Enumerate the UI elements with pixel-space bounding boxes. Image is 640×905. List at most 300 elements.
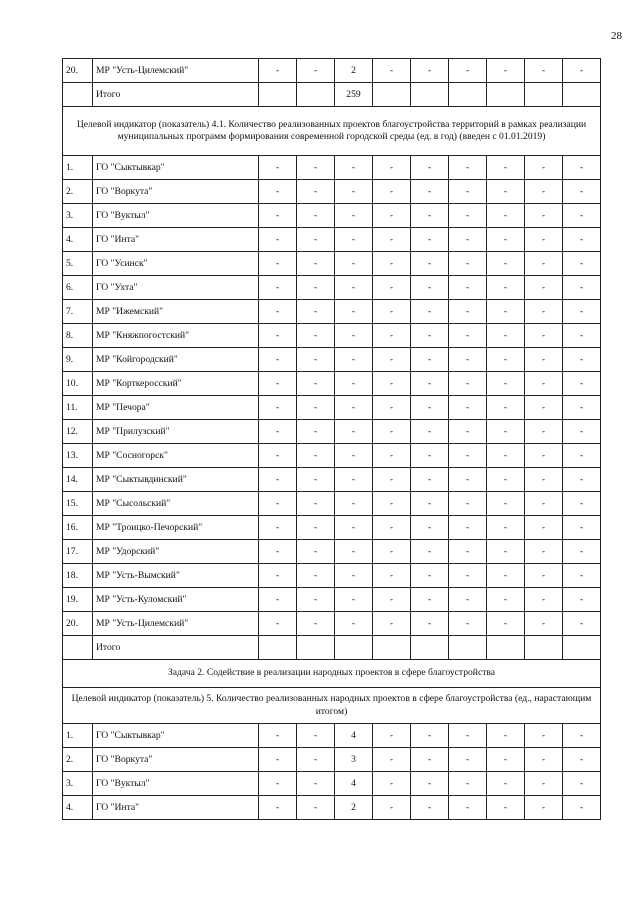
value-cell: - (373, 348, 411, 372)
table-row (63, 420, 601, 444)
value-cell: - (563, 59, 601, 83)
value-cell: - (259, 420, 297, 444)
value-cell: - (411, 276, 449, 300)
value-cell: - (525, 59, 563, 83)
row-number: 5. (63, 252, 93, 276)
value-cell: - (259, 276, 297, 300)
value-cell: - (335, 444, 373, 468)
row-number: 18. (63, 564, 93, 588)
value-cell: - (525, 324, 563, 348)
value-cell: - (259, 612, 297, 636)
value-cell: - (297, 612, 335, 636)
value-cell: - (487, 204, 525, 228)
value-cell: - (563, 564, 601, 588)
value-cell (487, 83, 525, 107)
value-cell: - (335, 612, 373, 636)
value-cell: - (487, 276, 525, 300)
row-number: 7. (63, 300, 93, 324)
table-row (63, 156, 601, 180)
value-cell: - (335, 564, 373, 588)
value-cell: 2 (335, 59, 373, 83)
value-cell: - (335, 540, 373, 564)
municipality-name: МР "Княжпогостский" (93, 324, 259, 348)
value-cell: - (373, 59, 411, 83)
value-cell: - (373, 516, 411, 540)
value-cell: 3 (335, 748, 373, 772)
value-cell: - (487, 252, 525, 276)
value-cell: - (449, 748, 487, 772)
value-cell: - (335, 516, 373, 540)
value-cell: - (373, 540, 411, 564)
value-cell: - (335, 204, 373, 228)
value-cell: - (411, 564, 449, 588)
value-cell: - (373, 324, 411, 348)
value-cell: - (411, 748, 449, 772)
value-cell: - (373, 468, 411, 492)
municipality-name: ГО "Инта" (93, 228, 259, 252)
table-body (63, 59, 601, 820)
value-cell: - (487, 324, 525, 348)
value-cell: - (563, 324, 601, 348)
value-cell: - (449, 300, 487, 324)
table-row (63, 748, 601, 772)
value-cell: - (335, 588, 373, 612)
value-cell: - (487, 588, 525, 612)
value-cell: - (411, 348, 449, 372)
row-number: 3. (63, 772, 93, 796)
value-cell: - (297, 564, 335, 588)
value-cell: - (335, 492, 373, 516)
value-cell: - (449, 492, 487, 516)
value-cell: - (563, 612, 601, 636)
municipality-name: МР "Усть-Цилемский" (93, 59, 259, 83)
municipality-name: МР "Усть-Куломский" (93, 588, 259, 612)
value-cell: 2 (335, 796, 373, 820)
value-cell: - (487, 420, 525, 444)
value-cell: - (525, 588, 563, 612)
municipality-name: ГО "Усинск" (93, 252, 259, 276)
value-cell: - (449, 724, 487, 748)
value-cell: - (449, 516, 487, 540)
value-cell: - (297, 796, 335, 820)
value-cell: - (487, 468, 525, 492)
municipality-name: МР "Усть-Цилемский" (93, 612, 259, 636)
value-cell: - (373, 396, 411, 420)
value-cell: - (259, 588, 297, 612)
value-cell: - (259, 468, 297, 492)
row-number: 4. (63, 796, 93, 820)
value-cell: - (411, 516, 449, 540)
municipality-name: ГО "Инта" (93, 796, 259, 820)
table-row (63, 348, 601, 372)
value-cell: - (563, 468, 601, 492)
value-cell: - (563, 444, 601, 468)
value-cell: - (563, 540, 601, 564)
value-cell (259, 636, 297, 660)
value-cell: - (411, 468, 449, 492)
municipality-name: МР "Троицко-Печорский" (93, 516, 259, 540)
value-cell: - (411, 396, 449, 420)
value-cell: - (525, 204, 563, 228)
value-cell: - (525, 396, 563, 420)
municipality-name: МР "Печора" (93, 396, 259, 420)
value-cell: - (373, 588, 411, 612)
value-cell (373, 83, 411, 107)
row-number: 6. (63, 276, 93, 300)
value-cell (563, 636, 601, 660)
value-cell: - (411, 252, 449, 276)
value-cell: - (335, 300, 373, 324)
value-cell: - (373, 724, 411, 748)
value-cell: - (563, 396, 601, 420)
table-row (63, 372, 601, 396)
value-cell: - (259, 540, 297, 564)
value-cell: - (563, 348, 601, 372)
value-cell: - (373, 420, 411, 444)
value-cell: - (487, 724, 525, 748)
row-number: 20. (63, 612, 93, 636)
value-cell: - (525, 772, 563, 796)
value-cell: - (259, 772, 297, 796)
table-row (63, 772, 601, 796)
value-cell: - (449, 348, 487, 372)
value-cell: - (449, 444, 487, 468)
row-number: 15. (63, 492, 93, 516)
value-cell: - (297, 348, 335, 372)
value-cell (487, 636, 525, 660)
value-cell: - (487, 748, 525, 772)
row-number: 2. (63, 748, 93, 772)
table-row (63, 588, 601, 612)
municipality-name: МР "Сысольский" (93, 492, 259, 516)
table-row (63, 444, 601, 468)
municipality-name: МР "Прилузский" (93, 420, 259, 444)
value-cell: - (411, 156, 449, 180)
value-cell: - (297, 204, 335, 228)
municipality-name: МР "Усть-Вымский" (93, 564, 259, 588)
value-cell: - (411, 372, 449, 396)
value-cell: - (411, 772, 449, 796)
value-cell: - (411, 724, 449, 748)
row-number: 11. (63, 396, 93, 420)
value-cell: - (411, 492, 449, 516)
value-cell: - (335, 372, 373, 396)
value-cell: - (297, 420, 335, 444)
value-cell: - (373, 276, 411, 300)
value-cell: - (525, 180, 563, 204)
value-cell (297, 636, 335, 660)
value-cell: - (563, 204, 601, 228)
table-row (63, 59, 601, 83)
row-number: 16. (63, 516, 93, 540)
value-cell: - (449, 228, 487, 252)
value-cell: - (525, 468, 563, 492)
value-cell: - (525, 540, 563, 564)
value-cell: - (373, 156, 411, 180)
value-cell: - (449, 612, 487, 636)
value-cell: - (297, 180, 335, 204)
municipality-name: МР "Сосногорск" (93, 444, 259, 468)
value-cell: - (259, 300, 297, 324)
table-row (63, 180, 601, 204)
value-cell: - (259, 516, 297, 540)
value-cell: - (411, 324, 449, 348)
value-cell: - (373, 444, 411, 468)
value-cell: - (449, 180, 487, 204)
value-cell: - (449, 468, 487, 492)
value-cell: - (297, 372, 335, 396)
table-row (63, 724, 601, 748)
value-cell: - (373, 772, 411, 796)
value-cell: - (335, 252, 373, 276)
value-cell: - (335, 348, 373, 372)
value-cell: - (449, 796, 487, 820)
value-cell: - (335, 324, 373, 348)
value-cell: - (335, 228, 373, 252)
value-cell: - (259, 348, 297, 372)
row-number: 17. (63, 540, 93, 564)
value-cell: - (449, 204, 487, 228)
value-cell: - (297, 748, 335, 772)
value-cell: - (335, 180, 373, 204)
value-cell: - (487, 348, 525, 372)
value-cell: 259 (335, 83, 373, 107)
municipality-name: ГО "Вуктыл" (93, 772, 259, 796)
value-cell: - (373, 612, 411, 636)
value-cell: - (259, 228, 297, 252)
table-row (63, 492, 601, 516)
value-cell: - (297, 772, 335, 796)
municipality-name: МР "Ижемский" (93, 300, 259, 324)
value-cell (411, 83, 449, 107)
value-cell: - (449, 156, 487, 180)
value-cell (449, 83, 487, 107)
value-cell: - (563, 516, 601, 540)
value-cell: - (297, 492, 335, 516)
value-cell: 4 (335, 724, 373, 748)
value-cell: - (373, 492, 411, 516)
row-number: 8. (63, 324, 93, 348)
value-cell: - (525, 276, 563, 300)
section-header-text: Целевой индикатор (показатель) 5. Количество реализованных народных проектов в сфере благоустройства (ед., нарастающим итогом) (63, 688, 601, 724)
value-cell (525, 83, 563, 107)
table-row (63, 228, 601, 252)
value-cell: - (563, 748, 601, 772)
row-number (63, 636, 93, 660)
value-cell: - (411, 420, 449, 444)
value-cell: - (487, 59, 525, 83)
table-row (63, 564, 601, 588)
value-cell: - (525, 372, 563, 396)
municipality-name: Итого (93, 83, 259, 107)
value-cell: - (449, 372, 487, 396)
section-header-text: Задача 2. Содействие в реализации народных проектов в сфере благоустройства (63, 660, 601, 688)
table-row (63, 468, 601, 492)
value-cell: - (411, 204, 449, 228)
value-cell: - (449, 540, 487, 564)
value-cell: 4 (335, 772, 373, 796)
value-cell: - (525, 252, 563, 276)
value-cell: - (373, 796, 411, 820)
value-cell: - (563, 588, 601, 612)
value-cell: - (525, 156, 563, 180)
value-cell: - (525, 796, 563, 820)
value-cell: - (525, 492, 563, 516)
value-cell: - (449, 276, 487, 300)
value-cell (297, 83, 335, 107)
page-number: 28 (611, 30, 622, 42)
value-cell: - (525, 420, 563, 444)
indicator-table (62, 58, 601, 820)
value-cell: - (563, 492, 601, 516)
value-cell: - (297, 276, 335, 300)
value-cell: - (259, 796, 297, 820)
value-cell: - (297, 396, 335, 420)
value-cell: - (373, 564, 411, 588)
municipality-name: ГО "Вуктыл" (93, 204, 259, 228)
value-cell: - (525, 612, 563, 636)
row-number: 13. (63, 444, 93, 468)
value-cell: - (259, 372, 297, 396)
value-cell: - (487, 796, 525, 820)
value-cell: - (297, 724, 335, 748)
value-cell: - (487, 156, 525, 180)
value-cell: - (449, 59, 487, 83)
value-cell: - (259, 252, 297, 276)
value-cell: - (563, 724, 601, 748)
value-cell: - (259, 156, 297, 180)
value-cell: - (411, 444, 449, 468)
value-cell: - (525, 348, 563, 372)
value-cell: - (449, 588, 487, 612)
value-cell: - (487, 612, 525, 636)
value-cell (411, 636, 449, 660)
row-number: 14. (63, 468, 93, 492)
table-row (63, 83, 601, 107)
value-cell (335, 636, 373, 660)
value-cell: - (259, 204, 297, 228)
value-cell: - (259, 324, 297, 348)
value-cell: - (297, 156, 335, 180)
value-cell: - (297, 444, 335, 468)
value-cell: - (411, 540, 449, 564)
value-cell: - (335, 420, 373, 444)
value-cell: - (525, 724, 563, 748)
value-cell: - (335, 468, 373, 492)
value-cell: - (563, 252, 601, 276)
section-header-row (63, 660, 601, 688)
value-cell: - (259, 396, 297, 420)
value-cell: - (373, 252, 411, 276)
value-cell: - (487, 564, 525, 588)
value-cell: - (411, 228, 449, 252)
table-row (63, 276, 601, 300)
value-cell: - (297, 252, 335, 276)
value-cell: - (563, 372, 601, 396)
value-cell: - (335, 156, 373, 180)
value-cell: - (297, 516, 335, 540)
value-cell (449, 636, 487, 660)
value-cell: - (373, 372, 411, 396)
table-row (63, 204, 601, 228)
value-cell: - (563, 276, 601, 300)
table-row (63, 324, 601, 348)
table-row (63, 796, 601, 820)
row-number: 19. (63, 588, 93, 612)
value-cell: - (411, 180, 449, 204)
value-cell: - (487, 444, 525, 468)
row-number: 9. (63, 348, 93, 372)
value-cell: - (335, 276, 373, 300)
value-cell: - (259, 724, 297, 748)
value-cell: - (449, 564, 487, 588)
table-row (63, 612, 601, 636)
value-cell: - (297, 300, 335, 324)
municipality-name: ГО "Ухта" (93, 276, 259, 300)
municipality-name: ГО "Сыктывкар" (93, 156, 259, 180)
row-number: 10. (63, 372, 93, 396)
value-cell: - (563, 156, 601, 180)
value-cell: - (335, 396, 373, 420)
value-cell: - (373, 228, 411, 252)
value-cell: - (449, 252, 487, 276)
row-number: 12. (63, 420, 93, 444)
municipality-name: МР "Удорский" (93, 540, 259, 564)
row-number (63, 83, 93, 107)
value-cell: - (563, 300, 601, 324)
value-cell: - (487, 180, 525, 204)
value-cell: - (525, 564, 563, 588)
table-row (63, 636, 601, 660)
value-cell: - (411, 612, 449, 636)
row-number: 20. (63, 59, 93, 83)
value-cell: - (259, 444, 297, 468)
section-header-row (63, 107, 601, 156)
table-row (63, 300, 601, 324)
row-number: 1. (63, 156, 93, 180)
value-cell: - (297, 324, 335, 348)
table-row (63, 396, 601, 420)
value-cell: - (563, 180, 601, 204)
value-cell: - (449, 324, 487, 348)
value-cell: - (411, 588, 449, 612)
value-cell: - (411, 59, 449, 83)
value-cell: - (411, 300, 449, 324)
row-number: 1. (63, 724, 93, 748)
value-cell: - (487, 396, 525, 420)
value-cell: - (297, 468, 335, 492)
municipality-name: ГО "Сыктывкар" (93, 724, 259, 748)
value-cell: - (449, 772, 487, 796)
value-cell: - (487, 540, 525, 564)
value-cell: - (259, 564, 297, 588)
value-cell: - (297, 59, 335, 83)
value-cell: - (297, 540, 335, 564)
municipality-name: МР "Сыктывдинский" (93, 468, 259, 492)
value-cell: - (297, 228, 335, 252)
section-header-row (63, 688, 601, 724)
value-cell: - (373, 748, 411, 772)
municipality-name: МР "Корткеросский" (93, 372, 259, 396)
value-cell: - (563, 772, 601, 796)
table-row (63, 516, 601, 540)
row-number: 3. (63, 204, 93, 228)
value-cell: - (487, 300, 525, 324)
value-cell: - (563, 420, 601, 444)
value-cell: - (259, 59, 297, 83)
value-cell: - (449, 396, 487, 420)
value-cell: - (259, 180, 297, 204)
